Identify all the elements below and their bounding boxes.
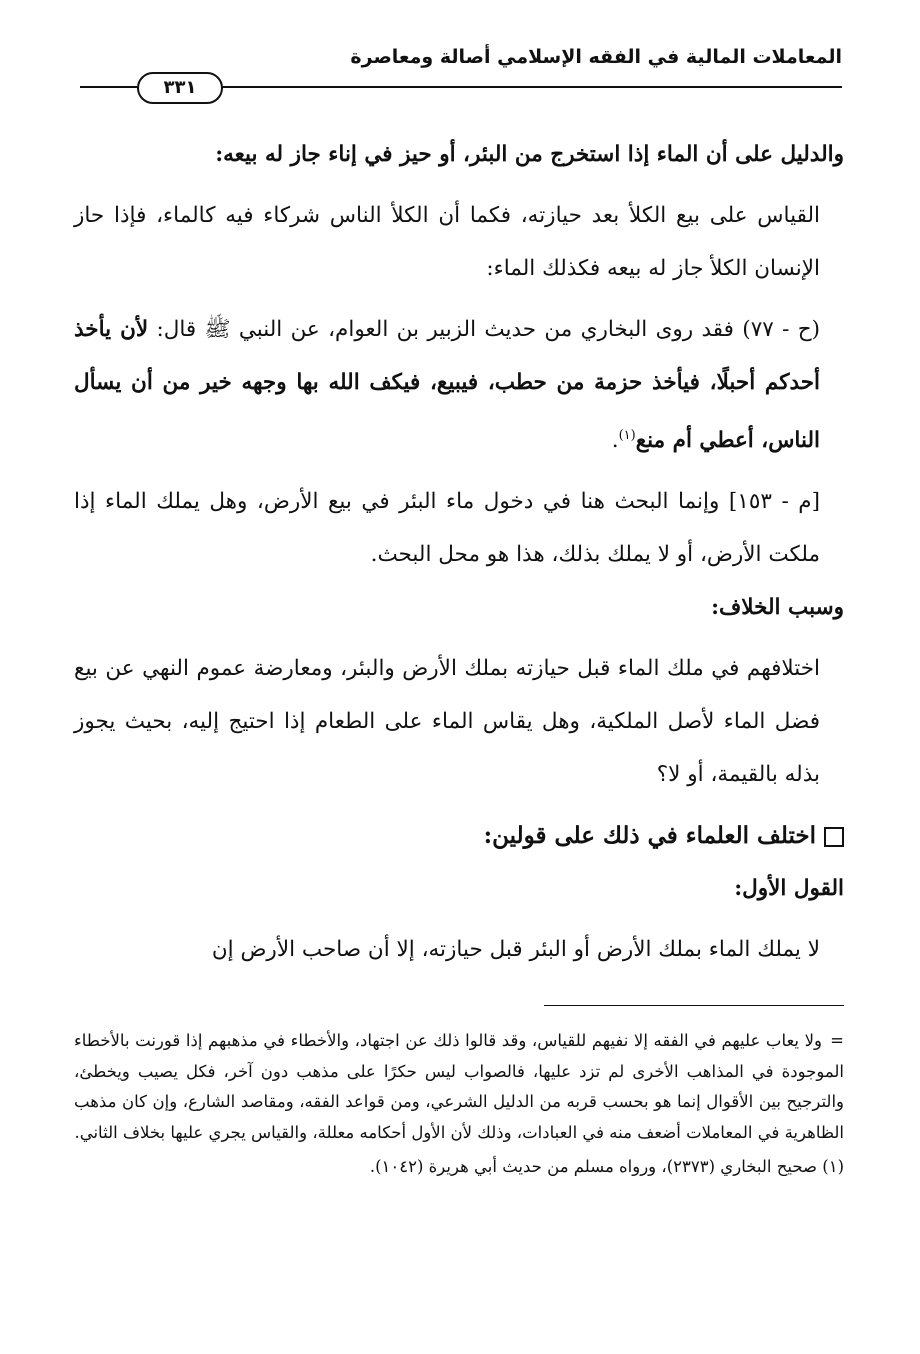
section-heading [74, 809, 844, 862]
footnote-1-text: صحيح البخاري (٢٣٧٣)، ورواه مسلم من حديث أبي هريرة (١٠٤٢). [369, 1157, 817, 1176]
footnote-continuation [74, 1026, 844, 1148]
hadith-lead: (ح - ٧٧) فقد روى البخاري من حديث الزبير بن العوام، عن النبي ﷺ قال: [148, 317, 820, 342]
checkbox-square-icon [824, 827, 844, 847]
footnotes [74, 1026, 844, 1183]
main-text [74, 128, 844, 976]
hadith-text: لأن يأخذ أحدكم أحبلًا، فيأخذ حزمة من حطب، فيبيع، فيكف الله بها وجهه خير من أن يسأل الناس، أعطي أم منع [74, 317, 820, 454]
running-title: المعاملات المالية في الفقه الإسلامي أصالة ومعاصرة [350, 46, 842, 68]
sub-heading-first-opinion: القول الأول: [734, 876, 844, 902]
paragraph-evidence: والدليل على أن الماء إذا استخرج من البئر، أو حيز في إناء جاز له بيعه: [215, 142, 844, 167]
footnote-ref-1: (١) [618, 428, 636, 443]
hadith-end: . [611, 428, 619, 454]
paragraph-dispute: اختلافهم في ملك الماء قبل حيازته بملك الأرض والبئر، ومعارضة عموم النهي عن بيع فضل الماء لأصل الملكية، وهل يقاس الماء على الطعام إذا احتيج إليه، بحيث يجوز بذله بالقيمة، أو لا؟ [74, 656, 820, 788]
footnote-rule [544, 1005, 844, 1006]
footnote-1 [74, 1152, 844, 1183]
footnote-1-mark: (١) [822, 1157, 844, 1176]
section-heading-text: اختلف العلماء في ذلك على قولين: [483, 822, 816, 850]
page-number: ٣٣١ [137, 72, 223, 104]
paragraph-first-opinion: لا يملك الماء بملك الأرض أو البئر قبل حيازته، إلا أن صاحب الأرض إن [211, 937, 820, 963]
heading-cause-of-dispute: وسبب الخلاف: [711, 595, 844, 621]
continuation-mark: = [830, 1031, 844, 1050]
footnote-continuation-text: ولا يعاب عليهم في الفقه إلا نفيهم للقياس، وقد قالوا ذلك عن اجتهاد، والأخطاء في مذهبهم إذا قورنت بالأخطاء الموجودة في المذاهب الأخرى لم تزد عليها، فالصواب ليس حكرًا على مذهب دون آخر، فكل يصيب ويخطئ، والترجيح بين الأقوال إنما هو بحسب قربه من الدليل الشرعي، ومن قواعد الفقه، ومقاصد الشارع، وإن كان مذهب الظاهرية في المعاملات أضعف منه في العبادات، وذلك لأن الأول أحكامه معللة، والقياس يجري عليها بخلاف الثاني. [74, 1031, 844, 1142]
paragraph-analogy: القياس على بيع الكلأ بعد حيازته، فكما أن الكلأ الناس شركاء فيه كالماء، فإذا حاز الإنسان الكلأ جاز له بيعه فكذلك الماء: [74, 203, 820, 281]
paragraph-issue: [م - ١٥٣] وإنما البحث هنا في دخول ماء البئر في بيع الأرض، وهل يملك الماء إذا ملكت الأرض، أو لا يملك بذلك، هذا هو محل البحث. [74, 489, 820, 568]
paragraph-hadith [74, 303, 844, 467]
